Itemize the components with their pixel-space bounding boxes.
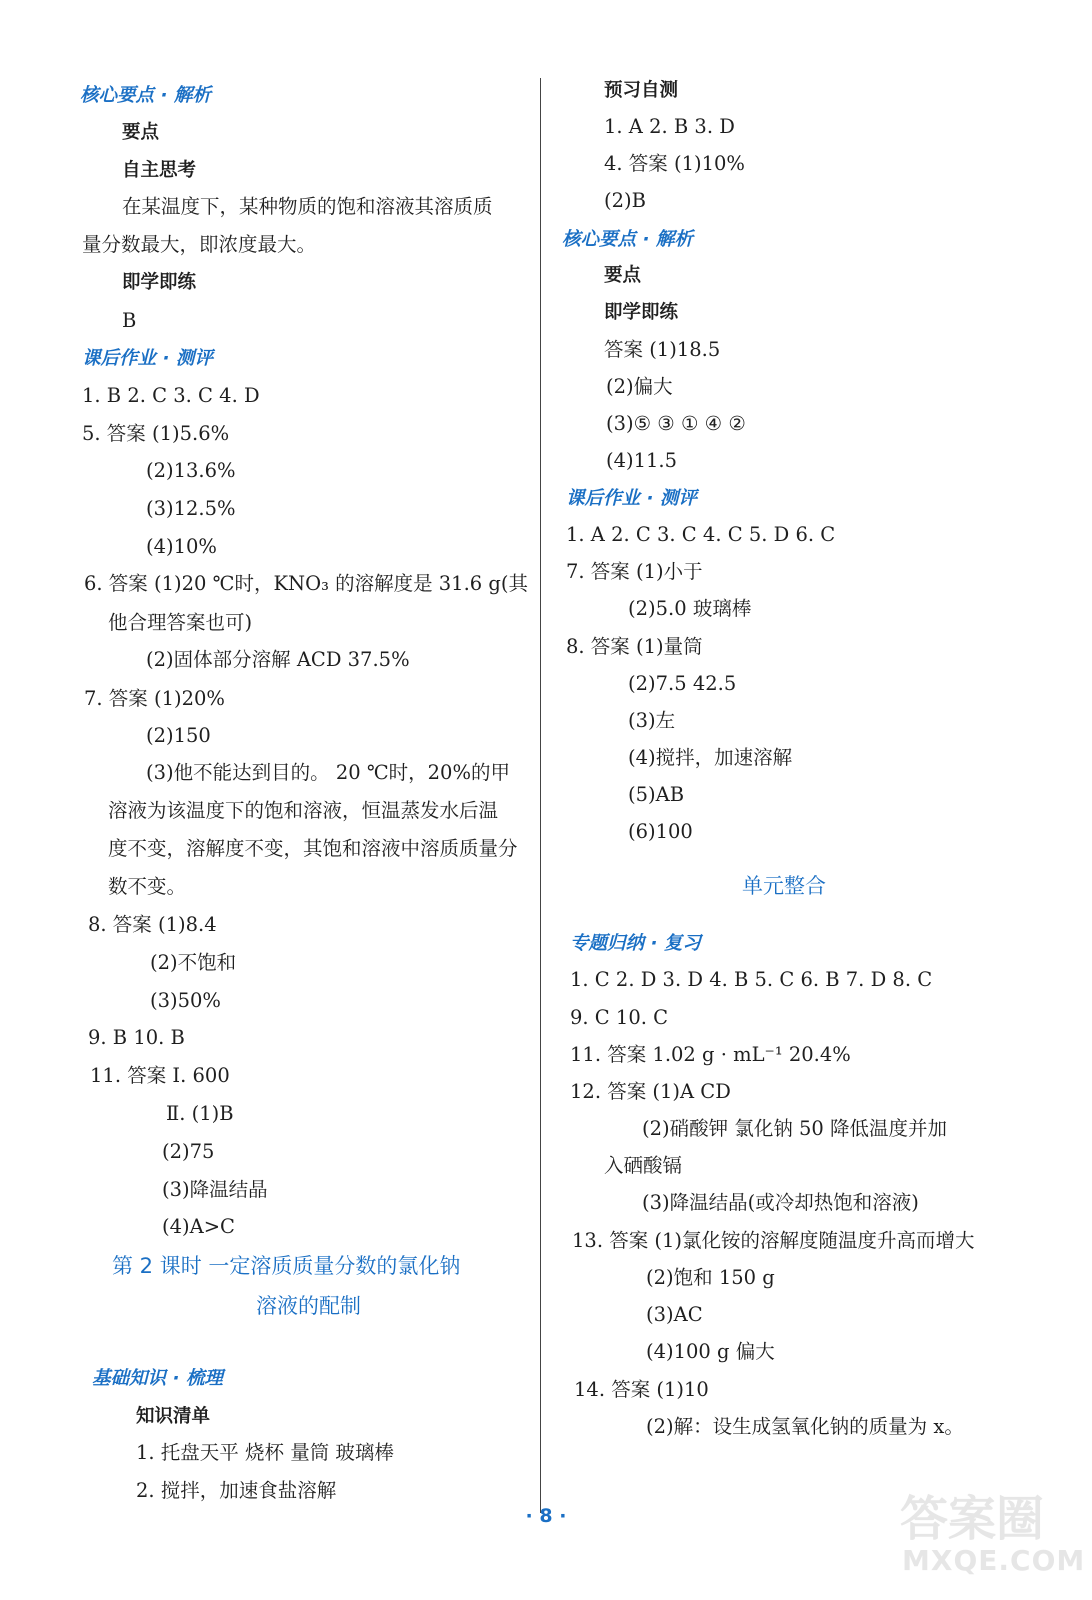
answer-line: (2)偏大: [606, 375, 673, 398]
answer-line: (2)150: [146, 724, 211, 747]
answer-line: (3)12.5%: [146, 497, 236, 520]
watermark-logo: [900, 1480, 1086, 1590]
answer-line: 1. C 2. D 3. D 4. B 5. C 6. B 7. D 8. C: [570, 968, 933, 991]
answer-line: 数不变。: [108, 875, 187, 898]
answer-line: (2)13.6%: [146, 459, 236, 482]
answer-line: (2)75: [162, 1140, 215, 1163]
answer-line: 1. B 2. C 3. C 4. D: [82, 384, 260, 407]
answer-line: 1. A 2. B 3. D: [604, 115, 735, 138]
paragraph-line: 在某温度下，某种物质的饱和溶液其溶质质: [122, 195, 493, 218]
section-heading-homework: 课后作业 · 测评: [566, 488, 697, 509]
answer-line: (2)7.5 42.5: [628, 672, 737, 695]
subheading-key-points: 要点: [122, 122, 160, 143]
answer-line: 14. 答案 (1)10: [574, 1378, 709, 1401]
paragraph-line: 量分数最大，即浓度最大。: [82, 233, 317, 256]
answer-line: (3)降温结晶: [162, 1178, 268, 1201]
section-heading-core: 核心要点 · 解析: [80, 85, 211, 106]
answer-line: 8. 答案 (1)8.4: [88, 913, 217, 936]
answer-line: (4)11.5: [606, 449, 678, 472]
answer-line: 5. 答案 (1)5.6%: [82, 422, 230, 445]
answer-line: 答案 (1)18.5: [604, 338, 721, 361]
answer-line: B: [122, 309, 137, 332]
section-heading-homework: 课后作业 · 测评: [82, 348, 213, 369]
answer-line: (2)饱和 150 g: [646, 1266, 775, 1289]
answer-line: 9. B 10. B: [88, 1026, 185, 1049]
answer-line: (6)100: [628, 820, 693, 843]
list-item: 1. 托盘天平 烧杯 量筒 玻璃棒: [136, 1441, 394, 1464]
answer-line: 12. 答案 (1)A CD: [570, 1080, 731, 1103]
answer-line: 度不变，溶解度不变，其饱和溶液中溶质质量分: [108, 837, 518, 860]
watermark-text: 答案圈: [900, 1491, 1045, 1547]
subheading-self-thinking: 自主思考: [122, 160, 197, 181]
answer-line: (3)左: [628, 709, 676, 732]
answer-line: (2)不饱和: [150, 951, 237, 974]
column-divider: [540, 78, 541, 1513]
subheading-practice: 即学即练: [604, 302, 679, 323]
lesson-title: 第 2 课时 一定溶质质量分数的氯化钠: [112, 1254, 461, 1278]
answer-line: (4)100 g 偏大: [646, 1340, 775, 1363]
watermark-url: MXQE.COM: [902, 1544, 1086, 1577]
list-item: 2. 搅拌，加速食盐溶解: [136, 1479, 337, 1502]
answer-line: (3)⑤ ③ ① ④ ②: [606, 412, 746, 435]
answer-line: (4)A>C: [162, 1215, 235, 1238]
answer-line: (3)他不能达到目的。 20 ℃时，20%的甲: [146, 761, 510, 784]
subheading-knowledge-list: 知识清单: [136, 1406, 211, 1427]
answer-line: 11. 答案 1.02 g · mL⁻¹ 20.4%: [570, 1043, 851, 1066]
answer-line: (3)降温结晶(或冷却热饱和溶液): [642, 1191, 919, 1214]
answer-line: (5)AB: [628, 783, 685, 806]
answer-line: 7. 答案 (1)小于: [566, 560, 703, 583]
section-heading-topic: 专题归纳 · 复习: [570, 933, 701, 954]
answer-line: (4)搅拌，加速溶解: [628, 746, 793, 769]
subheading-practice: 即学即练: [122, 272, 197, 293]
answer-line: 7. 答案 (1)20%: [84, 687, 225, 710]
subheading-key-points: 要点: [604, 265, 642, 286]
answer-line: (3)50%: [150, 989, 221, 1012]
answer-line: (2)B: [604, 189, 646, 212]
answer-line: 入硒酸镉: [604, 1154, 683, 1177]
answer-line: (2)解：设生成氢氧化钠的质量为 x。: [646, 1415, 964, 1438]
section-heading-basic: 基础知识 · 梳理: [92, 1368, 223, 1389]
unit-title: 单元整合: [742, 874, 826, 898]
answer-line: (2)硝酸钾 氯化钠 50 降低温度并加: [642, 1117, 948, 1140]
answer-line: 13. 答案 (1)氯化铵的溶解度随温度升高而增大: [572, 1229, 975, 1252]
answer-line: (2)5.0 玻璃棒: [628, 597, 752, 620]
section-heading-core: 核心要点 · 解析: [562, 229, 693, 250]
answer-line: (4)10%: [146, 535, 217, 558]
answer-line: 4. 答案 (1)10%: [604, 152, 745, 175]
answer-line: 9. C 10. C: [570, 1006, 669, 1029]
subheading-preview-test: 预习自测: [604, 80, 679, 101]
answer-line: 6. 答案 (1)20 ℃时，KNO₃ 的溶解度是 31.6 g(其: [84, 572, 528, 595]
answer-line: 11. 答案 Ⅰ. 600: [90, 1064, 230, 1087]
answer-line: Ⅱ. (1)B: [166, 1102, 234, 1125]
answer-line: 他合理答案也可): [108, 611, 253, 634]
page-number: · 8 ·: [525, 1505, 567, 1527]
answer-line: 8. 答案 (1)量筒: [566, 635, 703, 658]
answer-line: 1. A 2. C 3. C 4. C 5. D 6. C: [566, 523, 836, 546]
lesson-title-line2: 溶液的配制: [256, 1294, 361, 1318]
answer-line: 溶液为该温度下的饱和溶液，恒温蒸发水后温: [108, 799, 499, 822]
answer-line: (3)AC: [646, 1303, 703, 1326]
answer-line: (2)固体部分溶解 ACD 37.5%: [146, 648, 410, 671]
